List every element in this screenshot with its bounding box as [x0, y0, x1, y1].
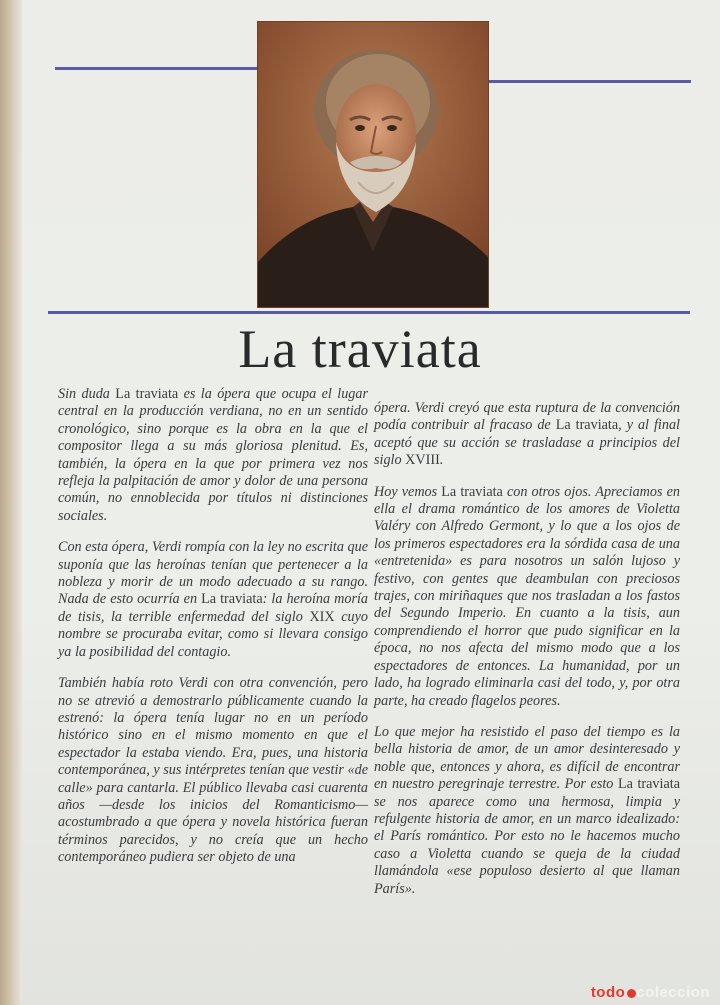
- bottom-rule: [48, 311, 690, 314]
- upright-text-run: XIX: [309, 608, 335, 625]
- text-run: ópera. Verdi creyó que esta ruptura de la convención podía contribuir al fracaso de: [374, 400, 680, 434]
- text-run: con otros ojos. Apreciamos en ella el drama romántico de los amores de Violetta Valéry con Alfredo Germont, y lo que a los ojos de los primeros espectadores era la sórdida casa de una «entretenida» es para nosotros un salón lujoso y festivo, con gentes que deambulan con preciosos trajes, con miriñaques que nos trasladan a los fastos del Segundo Imperio. En cuanto a la tisis, aun comprendiendo el horror que pudo significar en la época, no nos afecta del mismo modo que a los espectadores de entonces. La humanidad, por un lado, ha logrado eliminarla casi del todo, y, por otra parte, ha creado flagelos peores.: [374, 483, 680, 709]
- text-run: También había roto Verdi con otra convención, pero no se atrevió a demostrarlo públicamente cuando la estrenó: la ópera tenía lugar no en un período histórico sino en el mismo momento en que el espectador la estaba viendo. Era, pues, una historia contemporánea, y sus intérpretes tenían que vestir «de calle» para cantarla. El público llevaba casi cuarenta años —desde los inicios del Romanticismo— acostumbrado a que ópera y novela histórica fueran términos parecidos, y no creía que un hecho contemporáneo pudiera ser objeto de una: [58, 675, 368, 866]
- upright-text-run: La traviata: [441, 483, 503, 500]
- watermark-brand: todo: [590, 984, 626, 1001]
- paragraph: [58, 539, 368, 661]
- watermark-logo: [591, 984, 710, 1001]
- verdi-portrait: [258, 22, 488, 307]
- upright-text-run: La traviata: [555, 417, 619, 434]
- top-rule-left: [55, 67, 260, 70]
- page-title: La traviata: [238, 319, 482, 379]
- text-run: cuyo nombre se procuraba evitar, como si llevara consigo ya la posibilidad del contagio.: [58, 608, 368, 660]
- text-run: , y al final aceptó que su acción se trasladase a principios del siglo: [374, 417, 680, 469]
- paragraph: [58, 386, 368, 525]
- upright-text-run: La traviata: [617, 776, 680, 793]
- text-run: : la heroína moría de tisis, la terrible enfermedad del siglo: [58, 591, 368, 625]
- text-column-right: [374, 400, 680, 912]
- watermark-dot-icon: [627, 989, 636, 998]
- text-run: es la ópera que ocupa el lugar central en la producción verdiana, no en un sentido cronológico, sino porque es la obra en la que el compositor llega a su más gloriosa plenitud. Es, también, la ópera en la que por primera vez nos refleja la palpitación de amor y dolor de una persona común, no ennoblecida por títulos ni distinciones sociales.: [58, 386, 369, 524]
- watermark-text: coleccion: [636, 984, 710, 1001]
- top-rule-right: [488, 80, 691, 83]
- paragraph: [374, 484, 680, 710]
- text-run: Lo que mejor ha resistido el paso del tiempo es la bella historia de amor, de un amor desinteresado y noble que, entonces y ahora, es difícil de encontrar en nuestro peregrinaje terrestre. Por esto: [374, 723, 680, 793]
- paragraph: [374, 400, 680, 470]
- text-run: se nos aparece como una hermosa, limpia y refulgente historia de amor, en un marco idealizado: el París romántico. Por esto no le hacemos mucho caso a Violetta cuando se queja de la ciudad llamándola «ese populoso desierto al que llaman París».: [374, 793, 680, 897]
- text-run: Con esta ópera, Verdi rompía con la ley no escrita que suponía que las heroínas tenían que pertenecer a la nobleza y morir de un modo adecuado a su rango. Nada de esto ocurría en: [58, 539, 368, 608]
- text-run: .: [439, 452, 444, 469]
- paragraph: [374, 724, 680, 898]
- book-spine-edge: [0, 0, 22, 1005]
- text-column-left: [58, 386, 368, 881]
- upright-text-run: La traviata: [115, 386, 179, 402]
- text-run: Sin duda: [58, 386, 116, 402]
- upright-text-run: La traviata: [201, 591, 263, 608]
- upright-text-run: XVIII: [405, 452, 440, 469]
- paragraph: [58, 675, 368, 866]
- text-run: Hoy vemos: [374, 483, 442, 500]
